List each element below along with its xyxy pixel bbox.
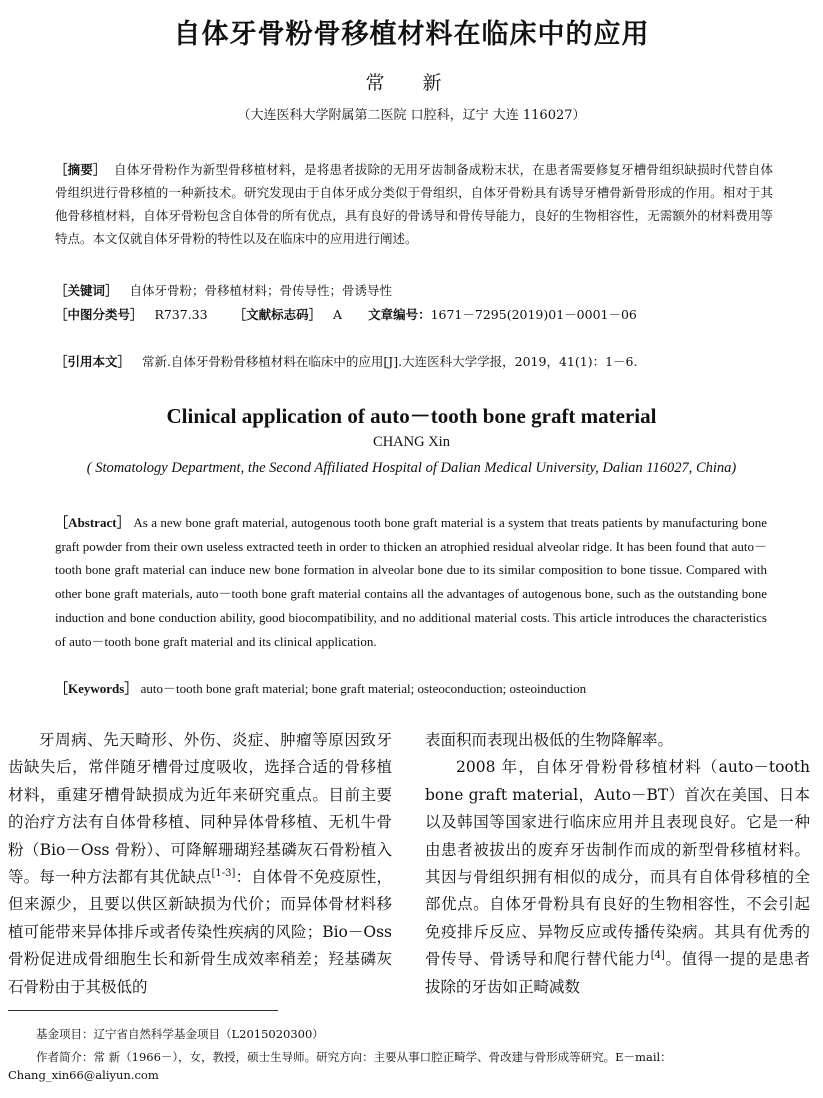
clc-label: ［中图分类号］ <box>55 307 143 322</box>
english-title: Clinical application of auto－tooth bone graft material <box>166 404 657 428</box>
citation-line <box>55 350 773 373</box>
body-column-right <box>425 727 810 1001</box>
keywords-text: 自体牙骨粉；骨移植材料；骨传导性；骨诱导性 <box>129 283 392 298</box>
body-column-left <box>8 727 392 1001</box>
body-paragraph: 表面积而表现出极低的生物降解率。 <box>425 731 674 749</box>
english-author: CHANG Xin <box>373 434 450 450</box>
doc-code-value: A <box>333 307 343 322</box>
page-title: 自体牙骨粉骨移植材料在临床中的应用 <box>173 19 650 50</box>
footnote-author-bio: 作者简介：常 新（1966－），女，教授，硕士生导师。研究方向：主要从事口腔正畸学、骨改建与骨形成等研究。E－mail：Chang_xin66@aliyun.com <box>8 1050 672 1082</box>
keywords-cn <box>55 279 773 302</box>
doc-code-label: ［文献标志码］ <box>233 307 322 322</box>
reference-marker: [4] <box>650 950 665 962</box>
citation-label: ［引用本文］ <box>55 354 131 369</box>
keywords-en-label: ［Keywords］ <box>55 681 138 696</box>
classification-line <box>55 303 773 326</box>
abstract-en-label: ［Abstract］ <box>55 515 130 530</box>
body-paragraph-cont: 。值得一提的是患者拔除的牙齿如正畸减数 <box>425 950 810 996</box>
clc-value: R737.33 <box>154 307 208 322</box>
abstract-text: 自体牙骨粉作为新型骨移植材料，是将患者拔除的无用牙齿制备成粉末状，在患者需要修复牙槽骨组织缺损时代替自体骨组织进行骨移植的一种新技术。研究发现由于自体牙成分类似于骨组织，自体牙骨粉具有诱导牙槽骨新骨形成的作用。相对于其他骨移植材料，自体牙骨粉包含自体骨的所有优点，具有良好的骨诱导和骨传导能力，良好的生物相容性，无需额外的材料费用等特点。本文仅就自体牙骨粉的特性以及在临床中的应用进行阐述。 <box>55 162 773 246</box>
abstract-label: ［摘要］ <box>55 162 106 177</box>
keywords-label: ［关键词］ <box>55 283 118 298</box>
citation-text: 常新.自体牙骨粉骨移植材料在临床中的应用[J].大连医科大学学报，2019，41(1)：1－6. <box>141 354 638 369</box>
keywords-en-text: auto－tooth bone graft material; bone graft material; osteoconduction; osteoinduction <box>140 681 587 696</box>
body-paragraph <box>425 754 810 1001</box>
keywords-en <box>55 677 767 701</box>
author-name: 常 新 <box>365 72 458 94</box>
body-paragraph-cont: ：自体骨不免疫原性，但来源少，且要以供区新缺损为代价；而异体骨材料移植可能带来异体排斥或者传染性疾病的风险；Bio－Oss 骨粉促进成骨细胞生长和新骨生成效率稍差；羟基磷灰石骨粉由于其极低的 <box>8 868 392 996</box>
body-paragraph-text: 2008 年，自体牙骨粉骨移植材料（auto－tooth bone graft material，Auto－BT）首次在美国、日本以及韩国等国家进行临床应用并且表现良好。它是一种由患者被拔出的废弃牙齿制作而成的新型骨移植材料。其因与骨组织拥有相似的成分，而具有自体骨移植的全部优点。自体牙骨粉具有良好的生物相容性，不会引起免疫排斥反应、异物反应或传播传染病。其具有优秀的骨传导、骨诱导和爬行替代能力 <box>425 758 810 969</box>
footnote-divider <box>8 1010 278 1011</box>
abstract-cn <box>55 158 773 250</box>
english-affiliation: ( Stomatology Department, the Second Affiliated Hospital of Dalian Medical University, Dalian 116027, China) <box>86 460 737 476</box>
article-number-label: 文章编号： <box>368 307 431 322</box>
footnote-fund: 基金项目：辽宁省自然科学基金项目（L2015020300） <box>36 1027 324 1041</box>
reference-marker: [1-3] <box>211 867 236 879</box>
abstract-en-text: As a new bone graft material, autogenous tooth bone graft material is a system that treats patients by manufacturing bone graft powder from their own useless extracted teeth in order to thicken an atrophied residual alveolar ridge. It has been found that auto－tooth bone graft material can induce new bone formation in alveolar bone due to its similar composition to bone tissue. Compared with other bone graft materials, auto－tooth bone graft material contains all the advantages of autogenous bone, such as the outstanding bone induction and bone conduction ability, good biocompatibility, and no additional material costs. This article introduces the characteristics of auto－tooth bone graft material and its clinical application. <box>55 515 767 649</box>
abstract-en <box>55 511 767 653</box>
body-paragraph: 牙周病、先天畸形、外伤、炎症、肿瘤等原因致牙齿缺失后，常伴随牙槽骨过度吸收，选择合适的骨移植材料，重建牙槽骨缺损成为近年来研究重点。目前主要的治疗方法有自体骨移植、同种异体骨移植、无机牛骨粉（Bio－Oss 骨粉）、可降解珊瑚羟基磷灰石骨粉植入等。每一种方法都有其优缺点 <box>8 731 392 887</box>
author-affiliation: （大连医科大学附属第二医院 口腔科，辽宁 大连 116027） <box>237 108 586 123</box>
article-number-value: 1671－7295(2019)01－0001－06 <box>430 307 637 322</box>
